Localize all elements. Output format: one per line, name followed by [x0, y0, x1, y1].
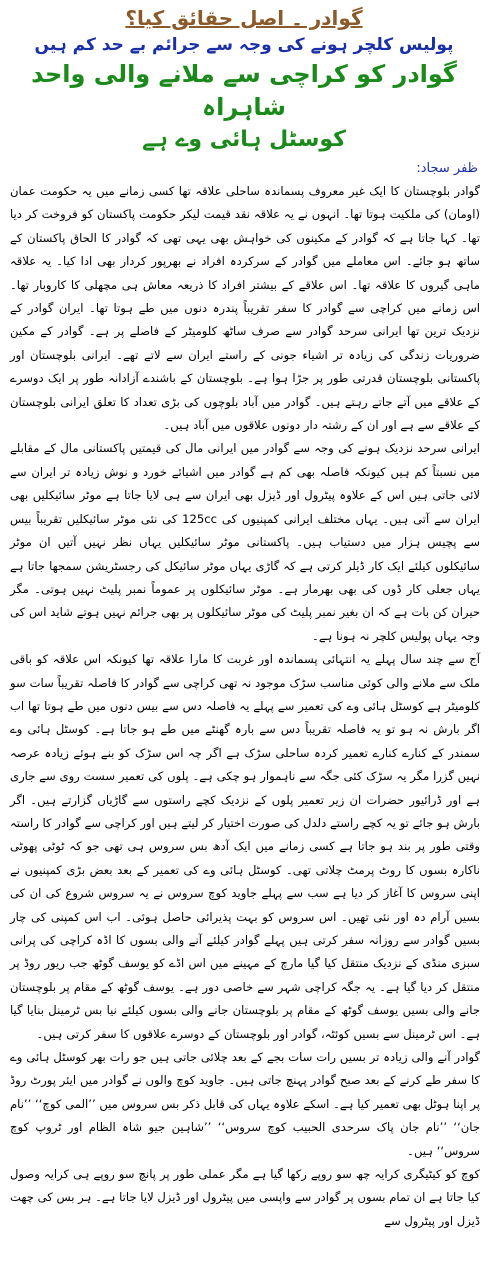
body-paragraph: آج سے چند سال پہلے یہ انتہائی پسماندہ اور غربت کا مارا علاقہ تھا کیونکہ اس علاقہ کو باقی ملک سے ملانے والی کوئی مناسب سڑک موجود نہ تھی کراچی سے گوادر کا فاصلہ تقریباً سات سو کلومیٹر ہے کوسٹل ہائی وے کی تعمیر سے پہلے یہ فاصلہ دس سے بیس دنوں میں طے ہوتا تھا اب اگر بارش نہ ہو تو یہ فاصلہ تقریباً دس سے بارہ گھنٹے میں طے ہو جاتا ہے۔ کوسٹل ہائی وے سمندر کے کنارے کنارے تعمیر کردہ ساحلی سڑک ہے اگر چہ اس سڑک کو بنے ہوئے زیادہ عرصہ نہیں گزرا مگر یہ سڑک کئی جگہ سے ناہموار ہو چکی ہے۔ پلوں کی تعمیر سست روی سے جاری ہے اور ڈرائیور حضرات ان زیر تعمیر پلوں کے نزدیک کچے راستوں سے گاڑیاں گزارتے ہیں۔ اگر بارش ہو جائے تو یہ کچے راستے دلدل کی صورت اختیار کر لیتے ہیں اور کراچی سے گوادر کا راستہ وقتی طور پر بند ہو جاتا ہے کسی زمانے میں ایک آدھ بس سروس ہی تھی جو کہ ٹوٹی پھوٹی ناکارہ بسوں کا روٹ پرمٹ چلاتی تھی۔ کوسٹل ہائی وے کی تعمیر کے بعد بعض بڑی کمپنیوں نے اپنی سروس کا آغاز کر دیا ہے سب سے پہلے جاوید کوچ سروس نے یہ سروس شروع کی ان کی بسیں آرام دہ اور نئی تھیں۔ اس سروس کو بہت پذیرائی حاصل ہوئی۔ اب اس کمپنی کی چار بسیں گوادر سے روزانہ سفر کرتی ہیں پہلے گوادر کیلئے آنے والی بسوں کا اڈہ کراچی کی پرانی سبزی منڈی کے نزدیک منتقل کیا گیا مارچ کے مہینے میں اس اڈے کو یوسف گوٹھ جب ریور روڈ پر منتقل کر دیا گیا ہے۔ یہ جگہ کراچی شہر سے خاصی دور ہے۔ یوسف گوٹھ کے مقام پر بلوچستان جانے والی بسیں یوسف گوٹھ کے مقام پر بلوچستان جانے والی بسوں کیلئے نیا بس ٹرمینل بنایا گیا ہے۔ اس ٹرمینل سے بسیں کوئٹہ، گوادر اور بلوچستان کے دوسرے علاقوں کا سفر کرتی ہیں۔	[10, 652, 480, 1041]
headline-block	[0, 0, 488, 155]
article-secondary-headline: کوسٹل ہائی وے ہے	[142, 127, 346, 152]
article-subtitle: پولیس کلچر ہونے کی وجہ سے جرائم بے حد کم ہیں	[34, 35, 454, 55]
body-paragraph: گوادر بلوچستان کا ایک غیر معروف پسماندہ ساحلی علاقہ تھا کسی زمانے میں یہ حکومت عمان (اومان) کی ملکیت ہوتا تھا۔ انہوں نے یہ علاقہ نقد قیمت لیکر حکومت پاکستان کو فروخت کر دیا تھا۔ کہا جاتا ہے کہ گوادر کے مکینوں کی خواہش بھی یہی تھی کہ گوادر کا الحاق پاکستان کے ساتھ ہو جائے۔ اس معاملے میں گوادر کے سرکردہ افراد نے بھرپور کردار بھی ادا کیا۔ یہ علاقہ ماہی گیروں کا علاقہ تھا۔ اس علاقے کے بیشتر افراد کا ذریعہ معاش ہی مچھلی کا کاروبار تھا۔ اس زمانے میں کراچی سے گوادر کا سفر تقریباً پندرہ دنوں میں طے ہوتا تھا۔ ایران گوادر کے نزدیک ترین تھا ایرانی سرحد گوادر سے صرف ساٹھ کلومیٹر کے فاصلے پر ہے۔ گوادر کے مکین ضروریات زندگی کی زیادہ تر اشیاء جونی کے راستے ایران سے لاتے تھے۔ ایرانی بلوچستان اور پاکستانی بلوچستان قدرتی طور پر جڑا ہوا ہے۔ بلوچستان کے باشندے آزادانہ طور پر ایک دوسرے کے علاقے میں آتے جاتے رہتے ہیں۔ گوادر میں آباد بلوچوں کی بڑی تعداد کا تعلق ایرانی بلوچستان کے علاقے سے ہے اور ان کے رشتہ دار دونوں علاقوں میں آباد ہیں۔	[10, 184, 480, 433]
article-main-headline: گوادر کو کراچی سے ملانے والی واحد شاہراہ	[31, 60, 457, 121]
article-body	[0, 180, 488, 1233]
author-byline: ظفر سجاد:	[416, 161, 478, 176]
body-paragraph: گوادر آنے والی زیادہ تر بسیں رات سات بجے کے بعد چلائی جاتی ہیں جو رات بھر کوسٹل ہائی وے کا سفر طے کرنے کے بعد صبح گوادر پہنچ جاتی ہیں۔ جاوید کوچ والوں نے گوادر میں ایئر پورٹ روڈ پر اپنا ہوٹل بھی تعمیر کیا ہے۔ اسکے علاوہ یہاں کی قابل ذکر بس سروس میں ’’المی کوچ‘‘ ’’نام جان‘‘ ’’نام جان پاک سرحدی الحبیب کوچ سروس‘‘ ’’شاہین جیو شاہ الظام اور ٹروپ کوچ سروس‘‘ ہیں۔	[10, 1050, 480, 1158]
body-paragraph: کوچ کو کیٹیگری کرایہ چھ سو روپے رکھا گیا ہے مگر عملی طور پر پانچ سو روپے ہی کرایہ وصول کیا جاتا ہے ان تمام بسوں پر گوادر سے واپسی میں پیٹرول اور ڈیزل لایا جاتا ہے۔ ہر بس کی چھت ڈیزل اور پیٹرول سے	[10, 1167, 480, 1228]
article-title: گوادر ۔ اصل حقائق کیا؟	[125, 6, 363, 30]
body-paragraph: ایرانی سرحد نزدیک ہونے کی وجہ سے گوادر میں ایرانی مال کی قیمتیں پاکستانی مال کے مقابلے میں نسبتاً کم ہیں کیونکہ فاصلہ بھی کم ہے گوادر میں اشیائے خورد و نوش زیادہ تر ایران سے لائی جاتی ہیں اس کے علاوہ پیٹرول اور ڈیزل بھی ایران سے ہی لایا جاتا ہے موٹر سائیکلیں بھی ایران سے آتی ہیں۔ یہاں مختلف ایرانی کمپنیوں کی 125cc کی نئی موٹر سائیکلیں تقریباً بیس سے پچیس ہزار میں دستیاب ہیں۔ پاکستانی موٹر سائیکلیں یہاں نظر نہیں آتیں ان موٹر سائیکلوں کیلئے ایک کار ڈیلر کرتی ہے کہ گاڑی یہاں موٹر سائیکل کی رجسٹریشن سمجھا جاتا ہے یہاں جعلی کار ڈوں کی بھی بھرمار ہے۔ موٹر سائیکلوں پر عموماً نمبر پلیٹ نہیں ہوتی۔ مگر حیران کن بات ہے کہ ان بغیر نمبر پلیٹ کی موٹر سائیکلوں پر بھی جرائم نہیں ہوتے شاید اس کی وجہ یہاں پولیس کلچر نہ ہونا ہے۔	[10, 441, 480, 643]
